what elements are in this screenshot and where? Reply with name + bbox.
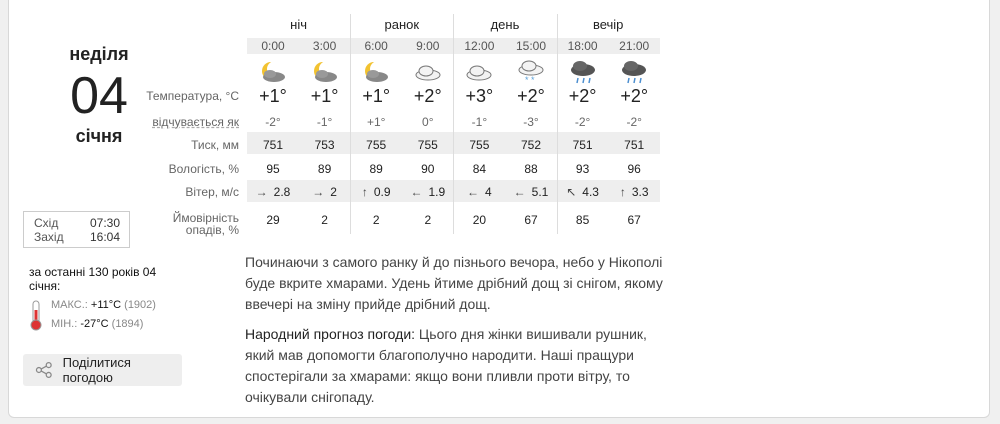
wind-speed-value: 0.9 (373, 185, 391, 199)
hour-label: 15:00 (515, 39, 547, 53)
part-label-3: вечір (592, 17, 624, 32)
humidity-value: 84 (472, 162, 487, 176)
precip-value: 67 (627, 213, 641, 227)
pressure-value: 751 (624, 138, 645, 152)
part-label-1: ранок (384, 17, 420, 32)
wind-speed-value: 4 (485, 185, 492, 199)
precip-value: 2 (424, 213, 432, 227)
day-number: 04 (70, 67, 128, 125)
wind-speed-value: 2 (330, 185, 337, 199)
row-label-temp: Температура, °C (146, 89, 239, 103)
weather-day-card (8, 0, 990, 418)
wind-direction-icon: ↑ (619, 185, 626, 199)
part-label-2: день (490, 17, 520, 32)
wind-direction-icon: → (255, 185, 268, 199)
hour-label: 3:00 (312, 39, 337, 53)
wind-speed-value: 3.3 (631, 185, 649, 199)
temps-value: +1° (310, 86, 339, 106)
hour-label: 0:00 (261, 39, 285, 53)
feels-value: -3° (523, 115, 539, 129)
row-label-pressure: Тиск, мм (191, 138, 239, 152)
history-min: МІН.: -27°C (1894) (51, 318, 144, 330)
cloud-snow-icon (505, 58, 557, 86)
wind-cell (608, 185, 660, 199)
feels-value: -2° (574, 115, 591, 129)
wind-cell (402, 185, 454, 199)
wind-cell (299, 185, 351, 199)
hour-label: 6:00 (364, 39, 388, 53)
humidity-value: 89 (369, 162, 383, 176)
humidity-value: 88 (524, 162, 538, 176)
sunset-time: 16:04 (89, 230, 120, 244)
temps-value: +1° (362, 86, 391, 106)
row-label-humidity: Вологість, % (168, 162, 239, 176)
temps-value: +1° (259, 86, 287, 106)
row-label-feels: відчувається як (152, 115, 239, 129)
sunrise-time: 07:30 (89, 216, 120, 230)
humidity-value: 93 (575, 162, 590, 176)
folk-forecast-text: Цього дня жінки вишивали рушник, який мав допомогти благополучно народити. Наші пращури спостерігали за хмарами: якщо вони пливли проти вітру, то очікували снігопаду. (245, 326, 647, 405)
wind-cell (453, 185, 505, 199)
wind-cell (350, 185, 402, 199)
feels-value: -1° (471, 115, 488, 129)
feels-value: +1° (366, 115, 386, 129)
history-min-value: -27°C (80, 318, 109, 330)
sunset-label: Захід (34, 230, 64, 244)
cloud-rain-icon (608, 58, 660, 86)
pressure-value: 753 (314, 138, 335, 152)
hour-label: 21:00 (619, 39, 650, 53)
feels-value: 0° (422, 115, 434, 129)
wind-direction-icon: → (312, 185, 325, 199)
wind-speed-value: 5.1 (531, 185, 549, 199)
wind-direction-icon: ← (467, 185, 480, 199)
humidity-value: 95 (266, 162, 280, 176)
precip-value: 67 (524, 213, 538, 227)
feels-value: -1° (316, 115, 333, 129)
wind-cell (557, 185, 609, 199)
precip-value: 2 (372, 213, 380, 227)
wind-direction-icon: ← (513, 185, 526, 199)
cloud-icon (453, 58, 505, 86)
precip-value: 29 (266, 213, 280, 227)
history-max-value: +11°C (90, 299, 122, 311)
share-label: Поділитися погодою (62, 355, 131, 385)
pressure-value: 751 (572, 138, 593, 152)
hour-label: 18:00 (567, 39, 598, 53)
part-label-0: ніч (290, 17, 308, 32)
pressure-value: 755 (469, 138, 490, 152)
humidity-value: 90 (421, 162, 435, 176)
moon-cloud-icon (299, 58, 351, 86)
folk-forecast (245, 324, 665, 408)
history-title: за останні 130 років 04 січня: (29, 265, 157, 293)
wind-speed-value: 4.3 (582, 185, 599, 199)
forecast-description: Починаючи з самого ранку й до пізнього вечора, небо у Нікополі буде вкрите хмарами. Удень йтиме дрібний дощ зі снігом, якому ввечері на зміну прийде дрібний дощ. (245, 254, 663, 312)
wind-cell (505, 185, 557, 199)
pressure-value: 751 (262, 138, 284, 152)
precip-value: 20 (472, 213, 487, 227)
cloud-rain-icon (557, 58, 609, 86)
row-label-precip_1: Ймовірність (172, 211, 239, 225)
temps-value: +2° (413, 86, 442, 106)
pressure-value: 755 (417, 138, 438, 152)
temps-value: +2° (517, 86, 545, 106)
day-summary (9, 0, 169, 418)
share-icon (35, 361, 53, 379)
folk-forecast-label: Народний прогноз погоди: (245, 326, 416, 342)
sunrise-label: Схід (34, 216, 59, 230)
wind-speed-value: 2.8 (273, 185, 291, 199)
hour-label: 12:00 (464, 39, 495, 53)
pressure-value: 752 (520, 138, 542, 152)
weekday: неділя (69, 44, 129, 64)
history-max: МАКС.: +11°C (1902) (51, 299, 156, 311)
temps-value: +3° (465, 86, 494, 106)
wind-direction-icon: ← (410, 185, 423, 199)
temps-value: +2° (568, 86, 597, 106)
precip-value: 85 (575, 213, 590, 227)
moon-cloud-icon (247, 58, 299, 86)
row-label-wind: Вітер, м/с (185, 185, 239, 199)
svg-text:* *: * * (525, 75, 535, 85)
wind-speed-value: 1.9 (428, 185, 446, 199)
precip-value: 2 (321, 213, 328, 227)
pressure-value: 755 (366, 138, 387, 152)
feels-value: -2° (626, 115, 642, 129)
thermometer-icon (29, 300, 43, 332)
moon-cloud-icon (350, 58, 402, 86)
temps-value: +2° (620, 86, 649, 106)
humidity-value: 96 (627, 162, 641, 176)
wind-direction-icon: ↖ (566, 185, 577, 199)
share-weather-button[interactable] (23, 354, 182, 386)
wind-cell (247, 185, 299, 199)
row-label-precip_2: опадів, % (185, 223, 239, 237)
wind-direction-icon: ↑ (361, 185, 368, 199)
feels-value: -2° (265, 115, 281, 129)
hour-label: 9:00 (416, 39, 440, 53)
cloud-icon (402, 58, 454, 86)
humidity-value: 89 (317, 162, 332, 176)
month: січня (75, 126, 123, 146)
